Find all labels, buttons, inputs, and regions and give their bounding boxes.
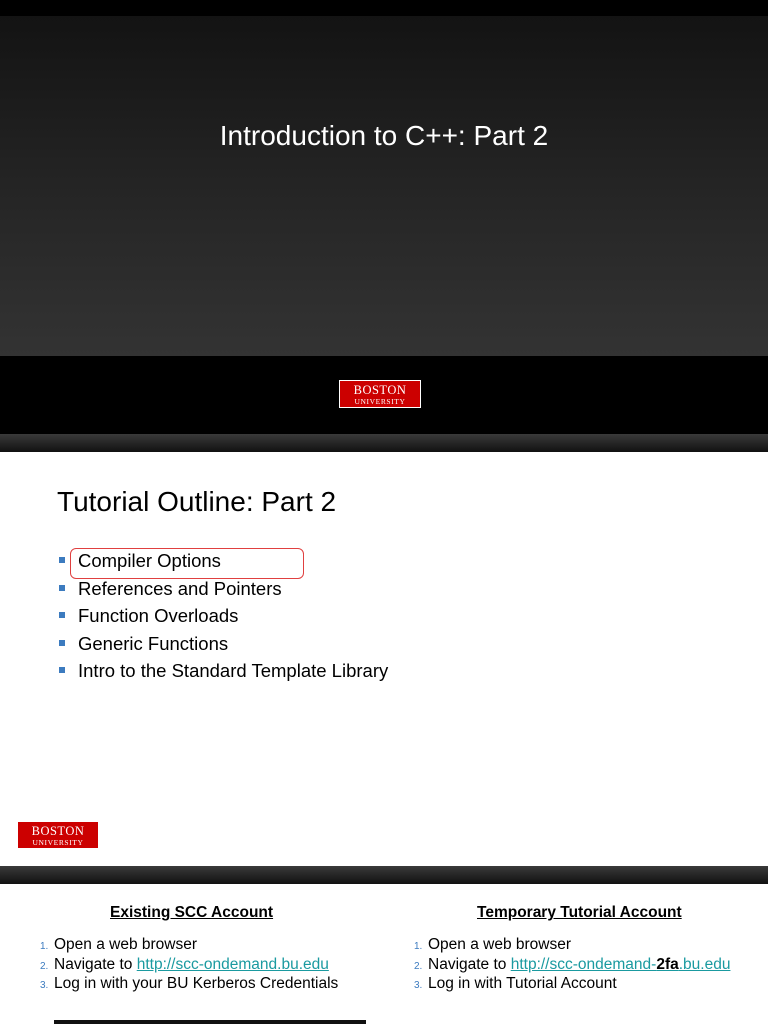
step-item [414,936,730,956]
outline-item [57,633,388,661]
link-bold-part: 2fa [656,955,679,973]
outline-slide [0,452,768,866]
step-number: 2. [40,960,49,972]
link-part: http://scc-ondemand- [510,955,657,973]
step-text: Log in with your BU Kerberos Credentials [54,975,339,992]
outline-item [57,550,388,578]
top-bar [0,0,768,16]
logo-line-1: BOSTON [31,824,85,838]
step-number: 1. [414,941,423,952]
logo-line-1: BOSTON [353,383,407,397]
step-text: Log in with Tutorial Account [428,975,617,992]
outline-item [57,578,388,606]
square-bullet-icon [59,640,65,646]
title-area [0,16,768,356]
outline-item-label: References and Pointers [78,577,282,599]
step-number: 2. [414,960,423,972]
step-number: 1. [40,941,49,952]
tutorial-account-steps [414,936,730,995]
tutorial-account-heading: Temporary Tutorial Account [477,904,682,921]
step-item [40,975,338,995]
outline-title: Tutorial Outline: Part 2 [57,486,337,517]
outline-item-label: Intro to the Standard Template Library [78,660,389,681]
step-number: 3. [40,980,49,991]
link-part: .bu.edu [678,955,731,973]
square-bullet-icon [59,612,65,618]
outline-item-label: Function Overloads [78,605,239,626]
outline-item-label: Compiler Options [78,550,221,571]
existing-account-heading: Existing SCC Account [110,904,274,921]
slide-separator [0,434,768,452]
step-text: Navigate to [428,955,511,973]
step-text: Open a web browser [428,936,572,953]
title-slide [0,0,768,434]
ondemand-link[interactable]: http://scc-ondemand.bu.edu [136,955,329,973]
slide-separator [0,866,768,884]
boston-university-logo [339,380,421,408]
square-bullet-icon [59,557,65,563]
square-bullet-icon [59,667,65,673]
step-text: Navigate to [54,955,137,973]
account-slide [0,884,768,1024]
step-item [414,975,730,995]
step-text: Open a web browser [54,936,198,953]
outline-list [57,550,388,688]
slide-title: Introduction to C++: Part 2 [219,120,549,151]
logo-line-2: UNIVERSITY [32,837,84,847]
step-item [40,936,338,956]
boston-university-logo [17,821,99,849]
step-item [414,956,730,976]
outline-item [57,660,388,688]
existing-account-steps [40,936,338,995]
square-bullet-icon [59,585,65,591]
outline-item [57,605,388,633]
step-number: 3. [414,980,423,991]
logo-line-2: UNIVERSITY [354,396,406,406]
bottom-bar [54,1020,366,1024]
outline-item-label: Generic Functions [78,632,229,654]
step-item [40,956,338,976]
ondemand-2fa-link[interactable] [511,956,731,973]
